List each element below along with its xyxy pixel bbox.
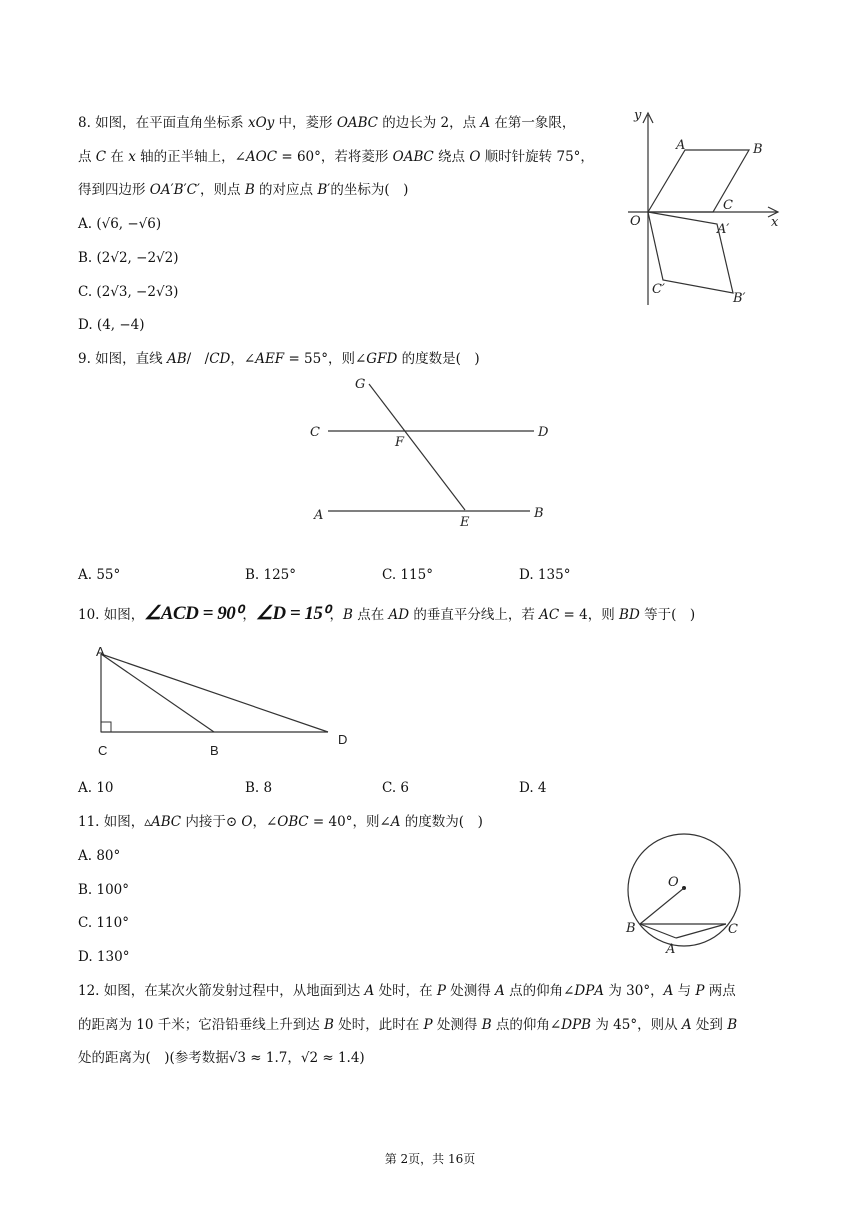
- q11-option-b: B. 100°: [78, 882, 130, 898]
- q9-option-a: A. 55°: [78, 567, 121, 583]
- q10-suffix: ，𝐵 点在 𝐴𝐷 的垂直平分线上，若 𝐴𝐶 = 4，则 𝐵𝐷 等于( ): [329, 607, 696, 623]
- q9-option-d: D. 135°: [519, 567, 571, 583]
- q9-label-f: F: [395, 435, 405, 450]
- q8-label-x: x: [771, 215, 779, 230]
- q9-label-g: G: [355, 377, 366, 392]
- q12-stem-line2: 的距离为 10 千米；它沿铅垂线上升到达 𝐵 处时，此时在 𝑃 处测得 𝐵 点的仰角∠𝐷𝑃𝐵 为 45°，则从 𝐴 处到 𝐵: [78, 1017, 738, 1033]
- q9-stem: 9. 如图，直线 𝐴𝐵/ /𝐶𝐷，∠𝐴𝐸𝐹 = 55°，则∠𝐺𝐹𝐷 的度数是( ): [78, 351, 480, 367]
- q10-option-a: A. 10: [78, 780, 114, 796]
- q8-label-o: O: [630, 214, 641, 229]
- q8-stem-line3: 得到四边形 𝑂𝐴′𝐵′𝐶′，则点 𝐵 的对应点 𝐵′的坐标为( ): [78, 182, 409, 198]
- q11-option-c: C. 110°: [78, 915, 129, 931]
- q11-label-o: O: [668, 875, 679, 890]
- q10-separator: ，: [242, 607, 256, 623]
- q9-label-d: D: [538, 425, 549, 440]
- q9-option-b: B. 125°: [245, 567, 297, 583]
- q10-label-a: A: [96, 644, 105, 659]
- page-footer: 第 2页，共 16页: [384, 1152, 476, 1166]
- q8-label-b: B: [753, 142, 763, 157]
- q10-triangle-figure: [90, 640, 360, 762]
- q10-prefix: 10. 如图，: [78, 607, 145, 623]
- q8-label-y: y: [634, 108, 642, 123]
- q10-stem: [78, 602, 695, 627]
- q10-label-b: B: [210, 743, 219, 758]
- q10-option-d: D. 4: [519, 780, 547, 796]
- q9-label-a: A: [314, 508, 324, 523]
- q11-label-b: B: [626, 921, 636, 936]
- q11-circle-figure: [618, 820, 748, 960]
- q8-option-a: A. (√6, −√6): [78, 216, 162, 232]
- q9-label-b: B: [534, 506, 544, 521]
- q11-label-a: A: [666, 942, 676, 957]
- q8-label-c-prime: C′: [652, 282, 665, 297]
- q8-label-b-prime: B′: [733, 291, 746, 306]
- q11-label-c: C: [728, 922, 738, 937]
- q8-stem-line2: 点 𝐶 在 𝑥 轴的正半轴上，∠𝐴𝑂𝐶 = 60°，若将菱形 𝑂𝐴𝐵𝐶 绕点 𝑂 顺时针旋转 75°，: [78, 149, 594, 165]
- q10-label-d: D: [338, 732, 348, 747]
- q10-label-c: C: [98, 743, 108, 758]
- q8-label-c: C: [723, 198, 733, 213]
- q8-label-a: A: [676, 138, 686, 153]
- q10-formula-angle-acd: ∠ACD = 90⁰: [144, 603, 243, 624]
- q9-label-e: E: [460, 515, 470, 530]
- q8-option-c: C. (2√3, −2√3): [78, 284, 179, 300]
- q12-stem-line3: 处的距离为( )(参考数据√3 ≈ 1.7，√2 ≈ 1.4): [78, 1050, 365, 1066]
- q10-formula-angle-d: ∠D = 15⁰: [255, 603, 330, 624]
- q10-option-b: B. 8: [245, 780, 273, 796]
- q8-option-d: D. (4, −4): [78, 317, 145, 333]
- q8-option-b: B. (2√2, −2√2): [78, 250, 179, 266]
- q8-label-a-prime: A′: [717, 222, 730, 237]
- q9-label-c: C: [310, 425, 320, 440]
- q9-parallel-lines-figure: [300, 372, 560, 532]
- q11-option-a: A. 80°: [78, 848, 121, 864]
- q11-option-d: D. 130°: [78, 949, 130, 965]
- q9-option-c: C. 115°: [382, 567, 433, 583]
- q10-option-c: C. 6: [382, 780, 410, 796]
- q8-stem-line1: 8. 如图，在平面直角坐标系 𝑥𝑂𝑦 中，菱形 𝑂𝐴𝐵𝐶 的边长为 2，点 𝐴 在第一象限，: [78, 115, 576, 131]
- q11-stem: 11. 如图，▵𝐴𝐵𝐶 内接于⊙ 𝑂，∠𝑂𝐵𝐶 = 40°，则∠𝐴 的度数为( ): [78, 814, 483, 830]
- q8-rhombus-figure: [618, 105, 788, 310]
- q12-stem-line1: 12. 如图，在某次火箭发射过程中，从地面到达 𝐴 处时，在 𝑃 处测得 𝐴 点的仰角∠𝐷𝑃𝐴 为 30°，𝐴 与 𝑃 两点: [78, 983, 736, 999]
